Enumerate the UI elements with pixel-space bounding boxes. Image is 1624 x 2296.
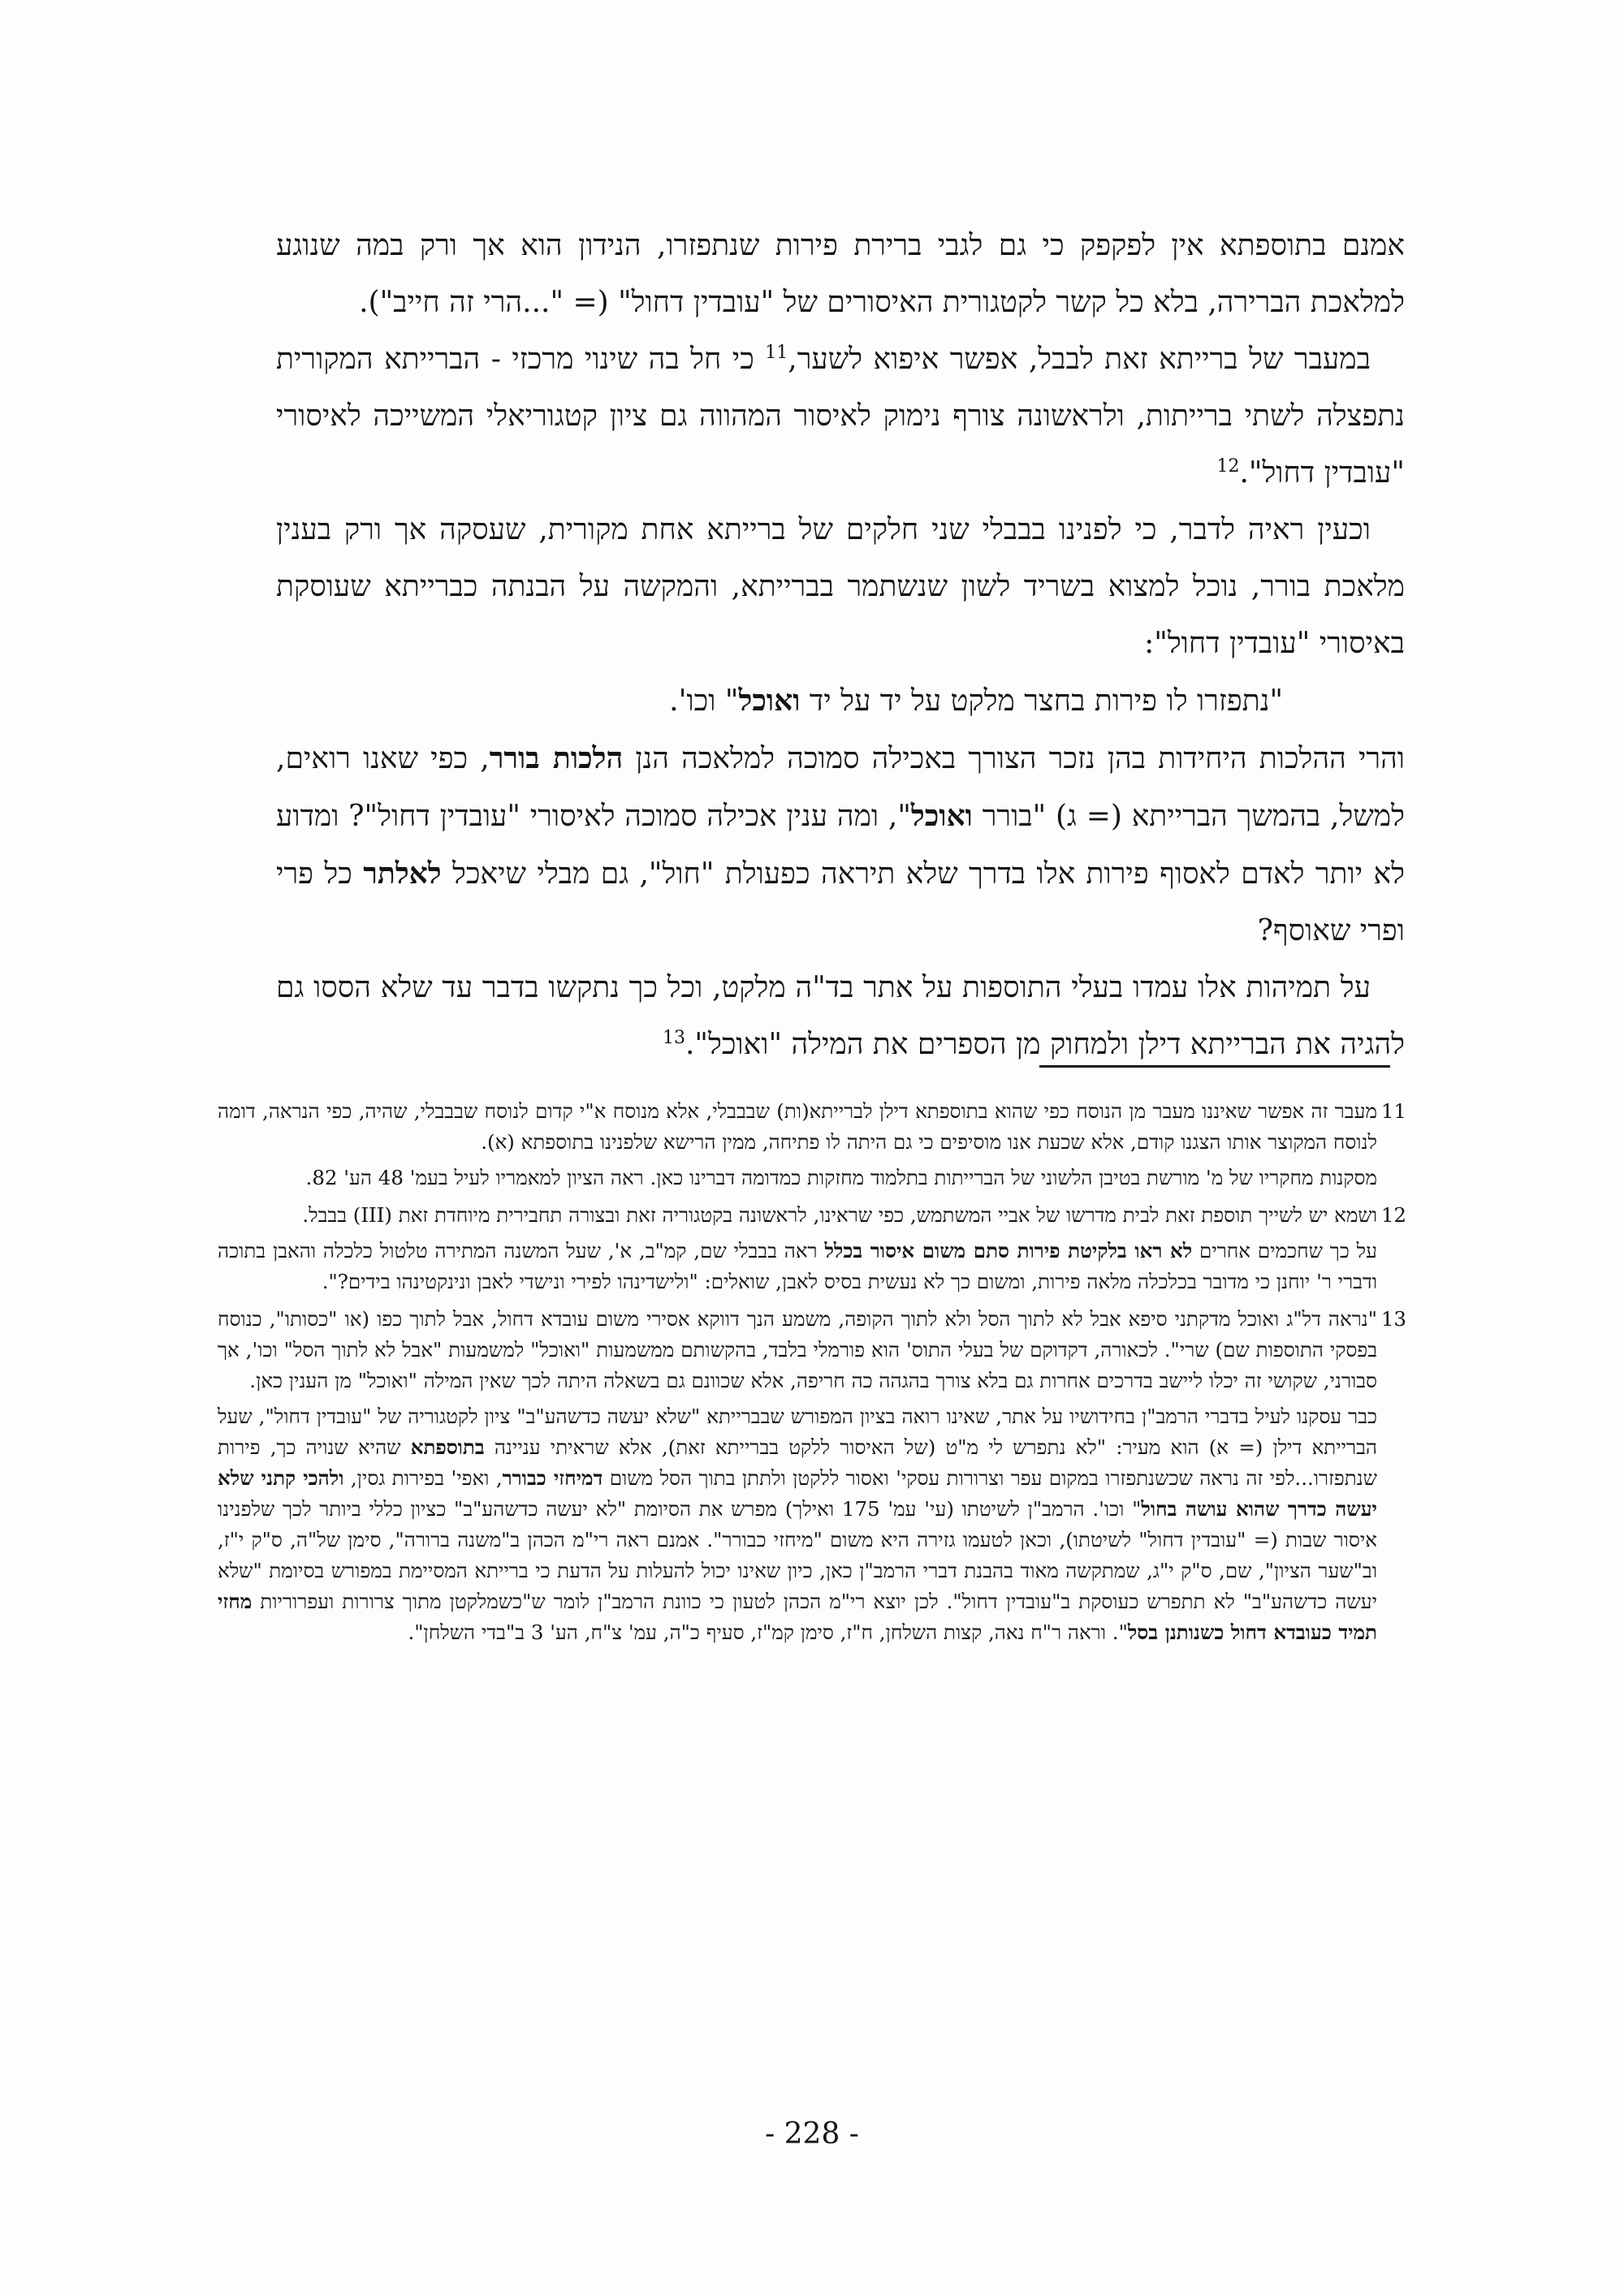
footnote-11 <box>218 1096 1406 1193</box>
paragraph: על תמיהות אלו עמדו בעלי התוספות על אתר בד"ה מלקט, וכל כך נתקשו בדבר עד שלא הססו גם להגיה את הברייתא דילן ולמחוק מן הספרים את המילה "ואוכל".$^{13}$ <box>276 971 1405 1061</box>
footnote-paragraph: על כך שחכמים אחרים לא ראו בלקיטת פירות סתם משום איסור בכלל ראה בבבלי שם, קמ"ב, א', שעל המשנה המתירה טלטול כלכלה והאבן בתוכה ודברי ר' יוחנן כי מדובר בכלכלה מלאה פירות, ומשום כך לא נעשית בסיס לאבן, שואלים: "ולישדינהו לפירי ונישדי לאבן ונינקטינהו בידים?". <box>218 1239 1377 1293</box>
footnote-paragraph: "נראה דל"ג ואוכל מדקתני סיפא אבל לא לתוך הסל ולא לתוך הקופה, משמע הנך דווקא אסירי משום עובדא דחול, אבל לתוך כפו (או "כסותו", כנוסח בפסקי התוספות שם) שרי". לכאורה, דקדוקם של בעלי התוס' הוא פורמלי בלבד, בהקשותם ממשמעות "ואוכל" למשמעות "אבל לא לתוך הסל" וכו', אך סבורני, שקושי זה יכלו ליישב בדרכים אחרות גם בלא צורך בהגהה כה חריפה, אלא שכוונם גם בשאלה היתה לכך שאין המילה "ואוכל" מן הענין כאן. <box>218 1307 1377 1392</box>
paragraph: והרי ההלכות היחידות בהן נזכר הצורך באכילה סמוכה למלאכה הנן הלכות בורר, כפי שאנו רואים, למשל, בהמשך הברייתא (= ג) "בורר ואוכל", ומה ענין אכילה סמוכה לאיסורי "עובדין דחול"? ומדוע לא יותר לאדם לאסוף פירות אלו בדרך שלא תיראה כפעולת "חול", גם מבלי שיאכל לאלתר כל פרי ופרי שאוסף? <box>276 741 1405 947</box>
footnote-13 <box>218 1304 1406 1648</box>
footnote-paragraph: ושמא יש לשייך תוספת זאת לבית מדרשו של אביי המשתמש, כפי שראינו, לראשונה בקטגוריה זאת ובצורה תחבירית מיוחדת זאת (III) בבבל. <box>302 1203 1377 1227</box>
footnote-paragraph: מעבר זה אפשר שאיננו מעבר מן הנוסח כפי שהוא בתוספתא דילן לברייתא(ות) שבבבלי, אלא מנוסח א"י קדום לנוסח שבבבלי, שהיה, כפי הנראה, דומה לנוסח המקוצר אותו הצגנו קודם, אלא שכעת אנו מוסיפים כי גם היתה לו פתיחה, ממין הרישא שלפנינו בתוספתא (א). <box>218 1099 1377 1154</box>
footnote-number: 12 <box>1380 1203 1406 1227</box>
footnote-ref-12[interactable]: 12 <box>1216 456 1240 477</box>
footnote-number: 11 <box>1380 1099 1406 1123</box>
footnote-divider <box>1039 1065 1390 1068</box>
main-text <box>276 218 1405 1073</box>
footnote-paragraph: כבר עסקנו לעיל בדברי הרמב"ן בחידושיו על אתר, שאינו רואה בציון המפורש שבברייתא "שלא יעשה כדשהע"ב" ציון לקטגוריה של "עובדין דחול", שעל הברייתא דילן (= א) הוא מעיר: "לא נתפרש לי מ"ט (של האיסור ללקט בברייתא זאת), אלא שראיתי עניינה בתוספתא שהיא שנויה כך, פירות שנתפזרו...לפי זה נראה שכשנתפזרו במקום עפר וצרורות עסקי' ואסור ללקטן ולתתן בתוך הסל משום דמיחזי כבורר, ואפי' בפירות גסין, ולהכי קתני שלא יעשה כדרך שהוא עושה בחול" וכו'. הרמב"ן לשיטתו (עי' עמ' 175 ואילך) מפרש את הסיומת "לא יעשה כדשהע"ב" כציון כללי ביותר לכך שלפנינו איסור שבות (= "עובדין דחול" לשיטתו), וכאן לטעמו גזירה היא משום "מיחזי כבורר". אמנם ראה רי"מ הכהן ב"משנה ברורה", סימן של"ה, ס"ק י"ז, וב"שער הציון", שם, ס"ק י"ג, שמתקשה מאוד בהבנת דברי הרמב"ן כאן, כיון שאינו יכול להעלות על הדעת כי ברייתא המסיימת במפורש בסיומת "שלא יעשה כדשהע"ב" לא תתפרש כעוסקת ב"עובדין דחול". לכן יוצא רי"מ הכהן לטעון כי כוונת הרמב"ן לומר ש"כשמלקטן מתוך צרורות ועפרוריות מחזי תמיד כעובדא דחול כשנותנן בסל". וראה ר"ח נאה, קצות השלחן, ח"ז, סימן קמ"ז, סעיף כ"ה, עמ' צ"ח, הע' 3 ב"בדי השלחן". <box>218 1405 1378 1644</box>
footnotes <box>218 1096 1406 1655</box>
footnote-12 <box>218 1200 1406 1297</box>
page-number: - 228 - <box>765 2117 859 2151</box>
quotation: "נתפזרו לו פירות בחצר מלקט על יד על יד ואוכל" וכו'. <box>669 684 1283 718</box>
footnote-paragraph: מסקנות מחקריו של מ' מורשת בטיבן הלשוני של הברייתות בתלמוד מחזקות כמדומה דברינו כאן. ראה הציון למאמריו לעיל בעמ' 48 הע' 82. <box>305 1166 1377 1189</box>
footnote-number: 13 <box>1380 1307 1406 1331</box>
paragraph: אמנם בתוספתא אין לפקפק כי גם לגבי ברירת פירות שנתפזרו, הנידון הוא אך ורק במה שנוגע למלאכת הברירה, בלא כל קשר לקטגורית האיסורים של "עובדין דחול" (= "...הרי זה חייב"). <box>276 229 1405 319</box>
footnote-ref-11[interactable]: 11 <box>765 343 788 363</box>
paragraph: במעבר של ברייתא זאת לבבל, אפשר איפוא לשער,$^{11}$ כי חל בה שינוי מרכזי - הברייתא המקורית נתפצלה לשתי ברייתות, ולראשונה צורף נימוק לאיסור המהווה גם ציון קטגוריאלי המשייכה לאיסורי "עובדין דחול".$^{12}$ <box>276 343 1405 490</box>
footnote-ref-13[interactable]: 13 <box>662 1028 685 1048</box>
paragraph: וכעין ראיה לדבר, כי לפנינו בבבלי שני חלקים של ברייתא אחת מקורית, שעסקה אך ורק בענין מלאכת בורר, נוכל למצוא בשריד לשון שנשתמר בברייתא, והמקשה על הבנתה כברייתא שעוסקת באיסורי "עובדין דחול": <box>276 513 1405 660</box>
